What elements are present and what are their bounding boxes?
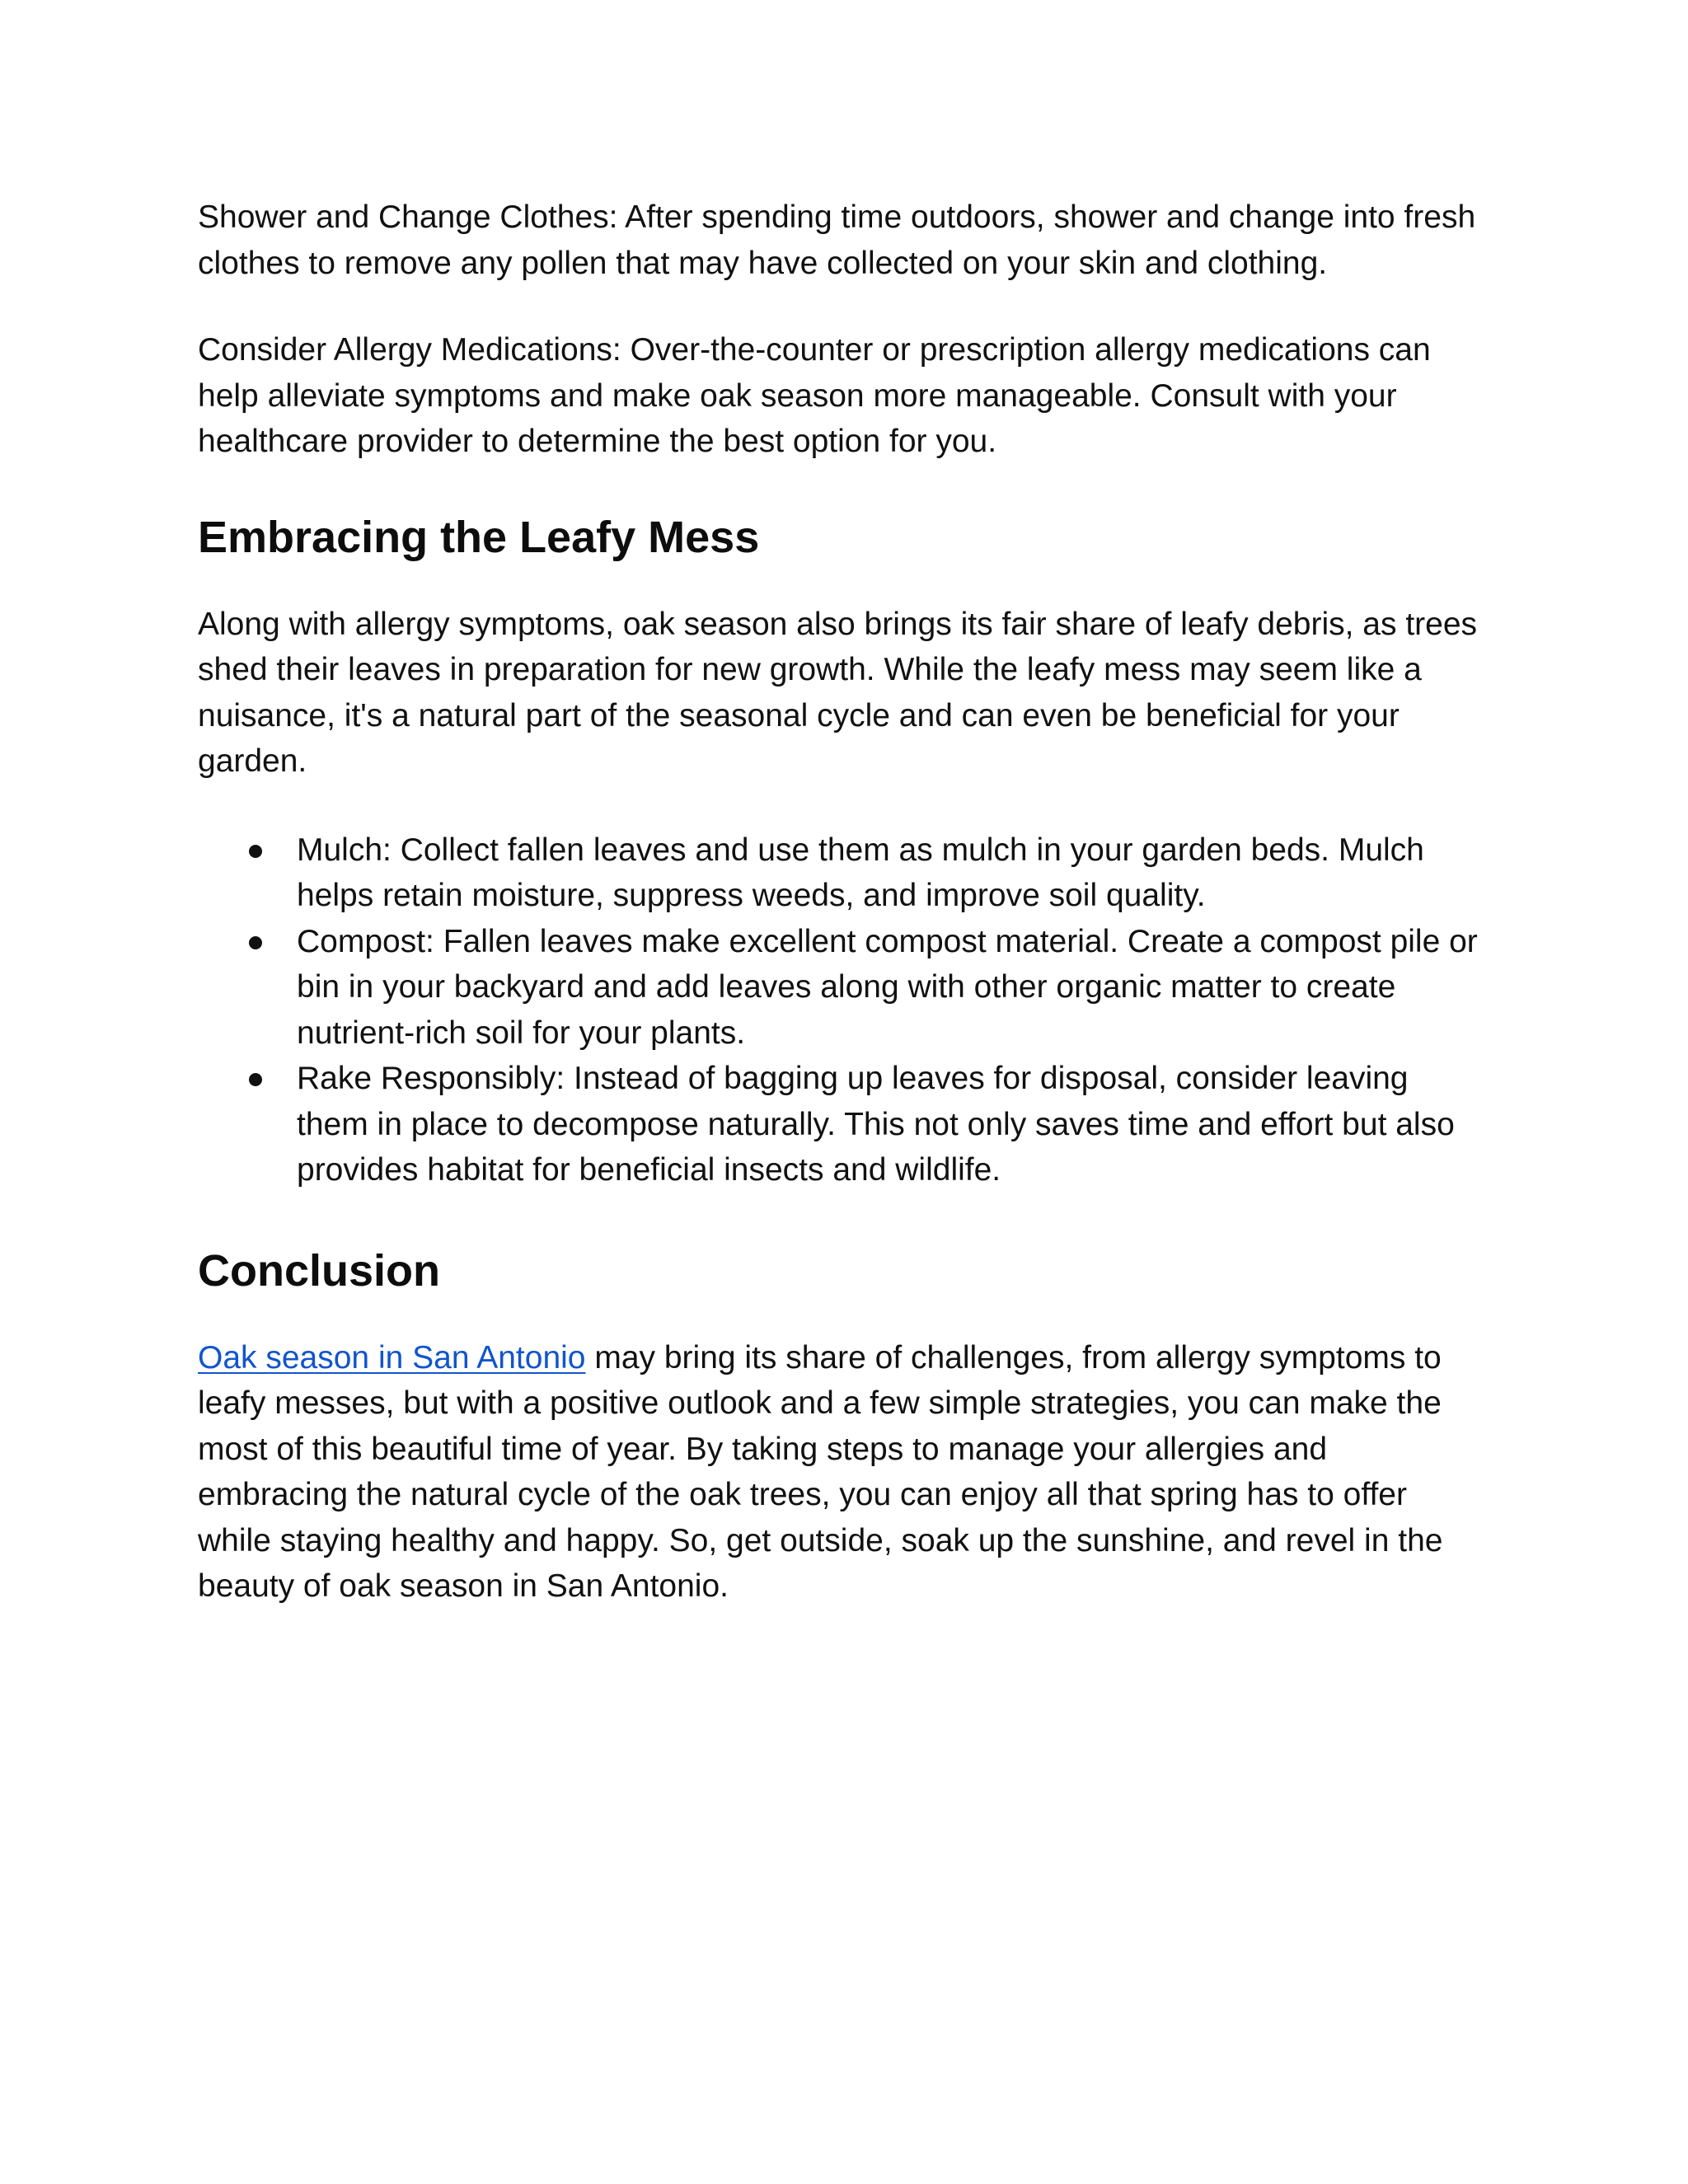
list-item	[198, 827, 1484, 919]
paragraph-shower: Shower and Change Clothes: After spending time outdoors, shower and change into fresh clothes to remove any pollen that may have collected on your skin and clothing.	[198, 199, 1476, 281]
list-item-text: Compost: Fallen leaves make excellent compost material. Create a compost pile or bin in your backyard and add leaves along with other organic matter to create nutrient-rich soil for your plants.	[297, 923, 1478, 1051]
leafy-bullet-list	[198, 827, 1484, 1193]
bullet-dot-icon	[249, 936, 262, 949]
paragraph-medications: Consider Allergy Medications: Over-the-counter or prescription allergy medications can help alleviate symptoms and make oak season more manageable. Consult with your healthcare provider to determine the best option for you.	[198, 332, 1431, 459]
list-item	[198, 1056, 1484, 1193]
heading-leafy-mess: Embracing the Leafy Mess	[198, 512, 760, 562]
bullet-dot-icon	[249, 845, 262, 858]
bullet-dot-icon	[249, 1073, 262, 1086]
document-page	[198, 194, 1484, 1610]
list-item-text: Rake Responsibly: Instead of bagging up leaves for disposal, consider leaving them in place to decompose naturally. This not only saves time and effort but also provides habitat for beneficial insects and wildlife.	[297, 1061, 1455, 1188]
list-item	[198, 919, 1484, 1057]
list-item-text: Mulch: Collect fallen leaves and use them as mulch in your garden beds. Mulch helps retain moisture, suppress weeds, and improve soil quality.	[297, 832, 1424, 913]
oak-season-link[interactable]: Oak season in San Antonio	[198, 1339, 586, 1376]
heading-conclusion: Conclusion	[198, 1245, 440, 1296]
conclusion-body-text: may bring its share of challenges, from allergy symptoms to leafy messes, but with a positive outlook and a few simple strategies, you can make the most of this beautiful time of year. By taking steps to manage your allergies and embracing the natural cycle of the oak trees, you can enjoy all that spring has to offer while staying healthy and happy. So, get outside, soak up the sunshine, and revel in the beauty of oak season in San Antonio.	[198, 1339, 1443, 1604]
paragraph-leafy-intro: Along with allergy symptoms, oak season also brings its fair share of leafy debris, as trees shed their leaves in preparation for new growth. While the leafy mess may seem like a nuisance, it's a natural part of the seasonal cycle and can even be beneficial for your garden.	[198, 606, 1478, 779]
paragraph-conclusion	[198, 1335, 1484, 1610]
